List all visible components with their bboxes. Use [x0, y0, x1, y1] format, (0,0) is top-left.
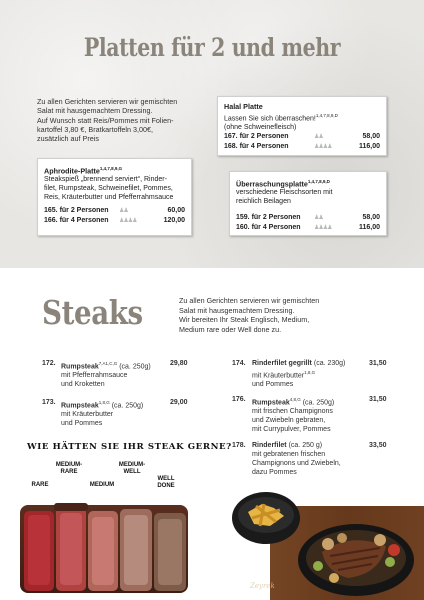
label-medium-well: MEDIUM- WELL	[118, 462, 146, 475]
dish-name: Aphrodite-Platte$^{1,4,7,8,9,G}$	[44, 166, 123, 176]
menu-box-halal	[217, 96, 387, 156]
menu-box-aphrodite	[37, 158, 192, 236]
dish-desc: Reis, Kräuterbutter und Pfefferrahmsauce	[44, 194, 174, 202]
label-rare: RARE	[31, 482, 49, 488]
person-icon: ♟♟	[119, 208, 128, 215]
intro-line: zusätzlich auf Preis	[37, 134, 99, 144]
intro-line: Zu allen Gerichten servieren wir gemischten	[37, 97, 178, 106]
intro-line: Wir bereiten Ihr Steak Englisch, Medium,	[179, 315, 310, 324]
steak-dish-photo	[230, 482, 424, 600]
price-row: 167. für 2 Personen ♟♟ 58,00	[224, 133, 380, 141]
intro-line: kartoffel 3,80 €, Bratkartoffeln 3,00€,	[37, 124, 154, 134]
dish-name: Halal Platte	[224, 102, 263, 111]
steak-item-174: 174. Rinderfilet gegrillt (ca. 230g) mit Kräuterbutter$^{1,8,G}$ und Pommes 31,50	[232, 360, 387, 389]
doneness-question: WIE HÄTTEN SIE IHR STEAK GERNE?	[27, 442, 232, 452]
price-row: 160. für 4 Personen ♟♟♟♟ 116,00	[236, 224, 380, 232]
price-row: 166. für 4 Personen ♟♟♟♟ 120,00	[44, 217, 185, 225]
steak-item-176: 176. Rumpsteak$^{4,8,G}$ (ca. 250g) mit frischen Champignons und Zwiebeln gebraten, mit Currypulver, Pommes 31,50	[232, 396, 387, 434]
page-title-platten: Platten für 2 und mehr	[83, 33, 341, 62]
intro-line: Medium rare oder Well done zu.	[179, 324, 282, 334]
menu-box-ueberraschung	[229, 171, 387, 236]
label-medium: MEDIUM	[89, 482, 115, 488]
price-row: 168. für 4 Personen ♟♟♟♟ 116,00	[224, 143, 380, 151]
dish-desc: reichlich Beilagen	[236, 198, 291, 206]
platten-intro	[37, 97, 207, 143]
dish-desc: filet, Rumpsteak, Schweinefilet, Pommes,	[44, 185, 173, 193]
person-icon: ♟♟♟♟	[314, 144, 332, 151]
photo-signature: Zeyrek	[250, 582, 275, 590]
dish-desc: (ohne Schweinefleisch)	[224, 124, 297, 132]
dish-name: Überraschungsplatte$^{1,4,7,8,9,D}$	[236, 179, 330, 189]
person-icon: ♟♟	[314, 134, 323, 141]
intro-line: Zu allen Gerichten servieren wir gemischten	[179, 296, 320, 305]
intro-line: Salat mit hausgemachtem Dressing.	[179, 305, 295, 315]
label-well-done: WELL DONE	[157, 476, 175, 489]
intro-line: Auf Wunsch statt Reis/Pommes mit Folien-	[37, 115, 174, 125]
steaks-intro	[179, 296, 369, 334]
person-icon: ♟♟♟♟	[119, 218, 137, 225]
steak-item-178: 178. Rinderfilet (ca. 250 g) mit gebratenen frischen Champignons und Zwiebeln, dazu Pommes 33,50	[232, 442, 387, 476]
price-row: 165. für 2 Personen ♟♟ 60,00	[44, 207, 185, 215]
price-row: 159. für 2 Personen ♟♟ 58,00	[236, 214, 380, 222]
person-icon: ♟♟♟♟	[314, 225, 332, 232]
intro-line: Salat mit hausgemachtem Dressing.	[37, 106, 153, 116]
dish-desc: Lassen Sie sich überraschen!$^{1,4,7,8,9,D}$	[224, 113, 338, 123]
label-medium-rare: MEDIUM- RARE	[55, 462, 83, 475]
steak-item-173: 173. Rumpsteak$^{1,8,G}$ (ca. 250g) mit Kräuterbutter und Pommes 29,00	[42, 399, 188, 428]
dish-desc: Steakspieß „brennend serviert“, Rinder-	[44, 176, 167, 184]
dish-desc: verschiedene Fleischsorten mit	[236, 189, 333, 197]
steak-item-172: 172. Rumpsteak$^{7,A1,C,G}$ (ca. 250g) mit Pfefferrahmsauce und Kroketten 29,80	[42, 360, 188, 389]
steak-doneness-image	[18, 495, 190, 595]
person-icon: ♟♟	[314, 215, 323, 222]
section-title-steaks: Steaks	[42, 293, 143, 332]
